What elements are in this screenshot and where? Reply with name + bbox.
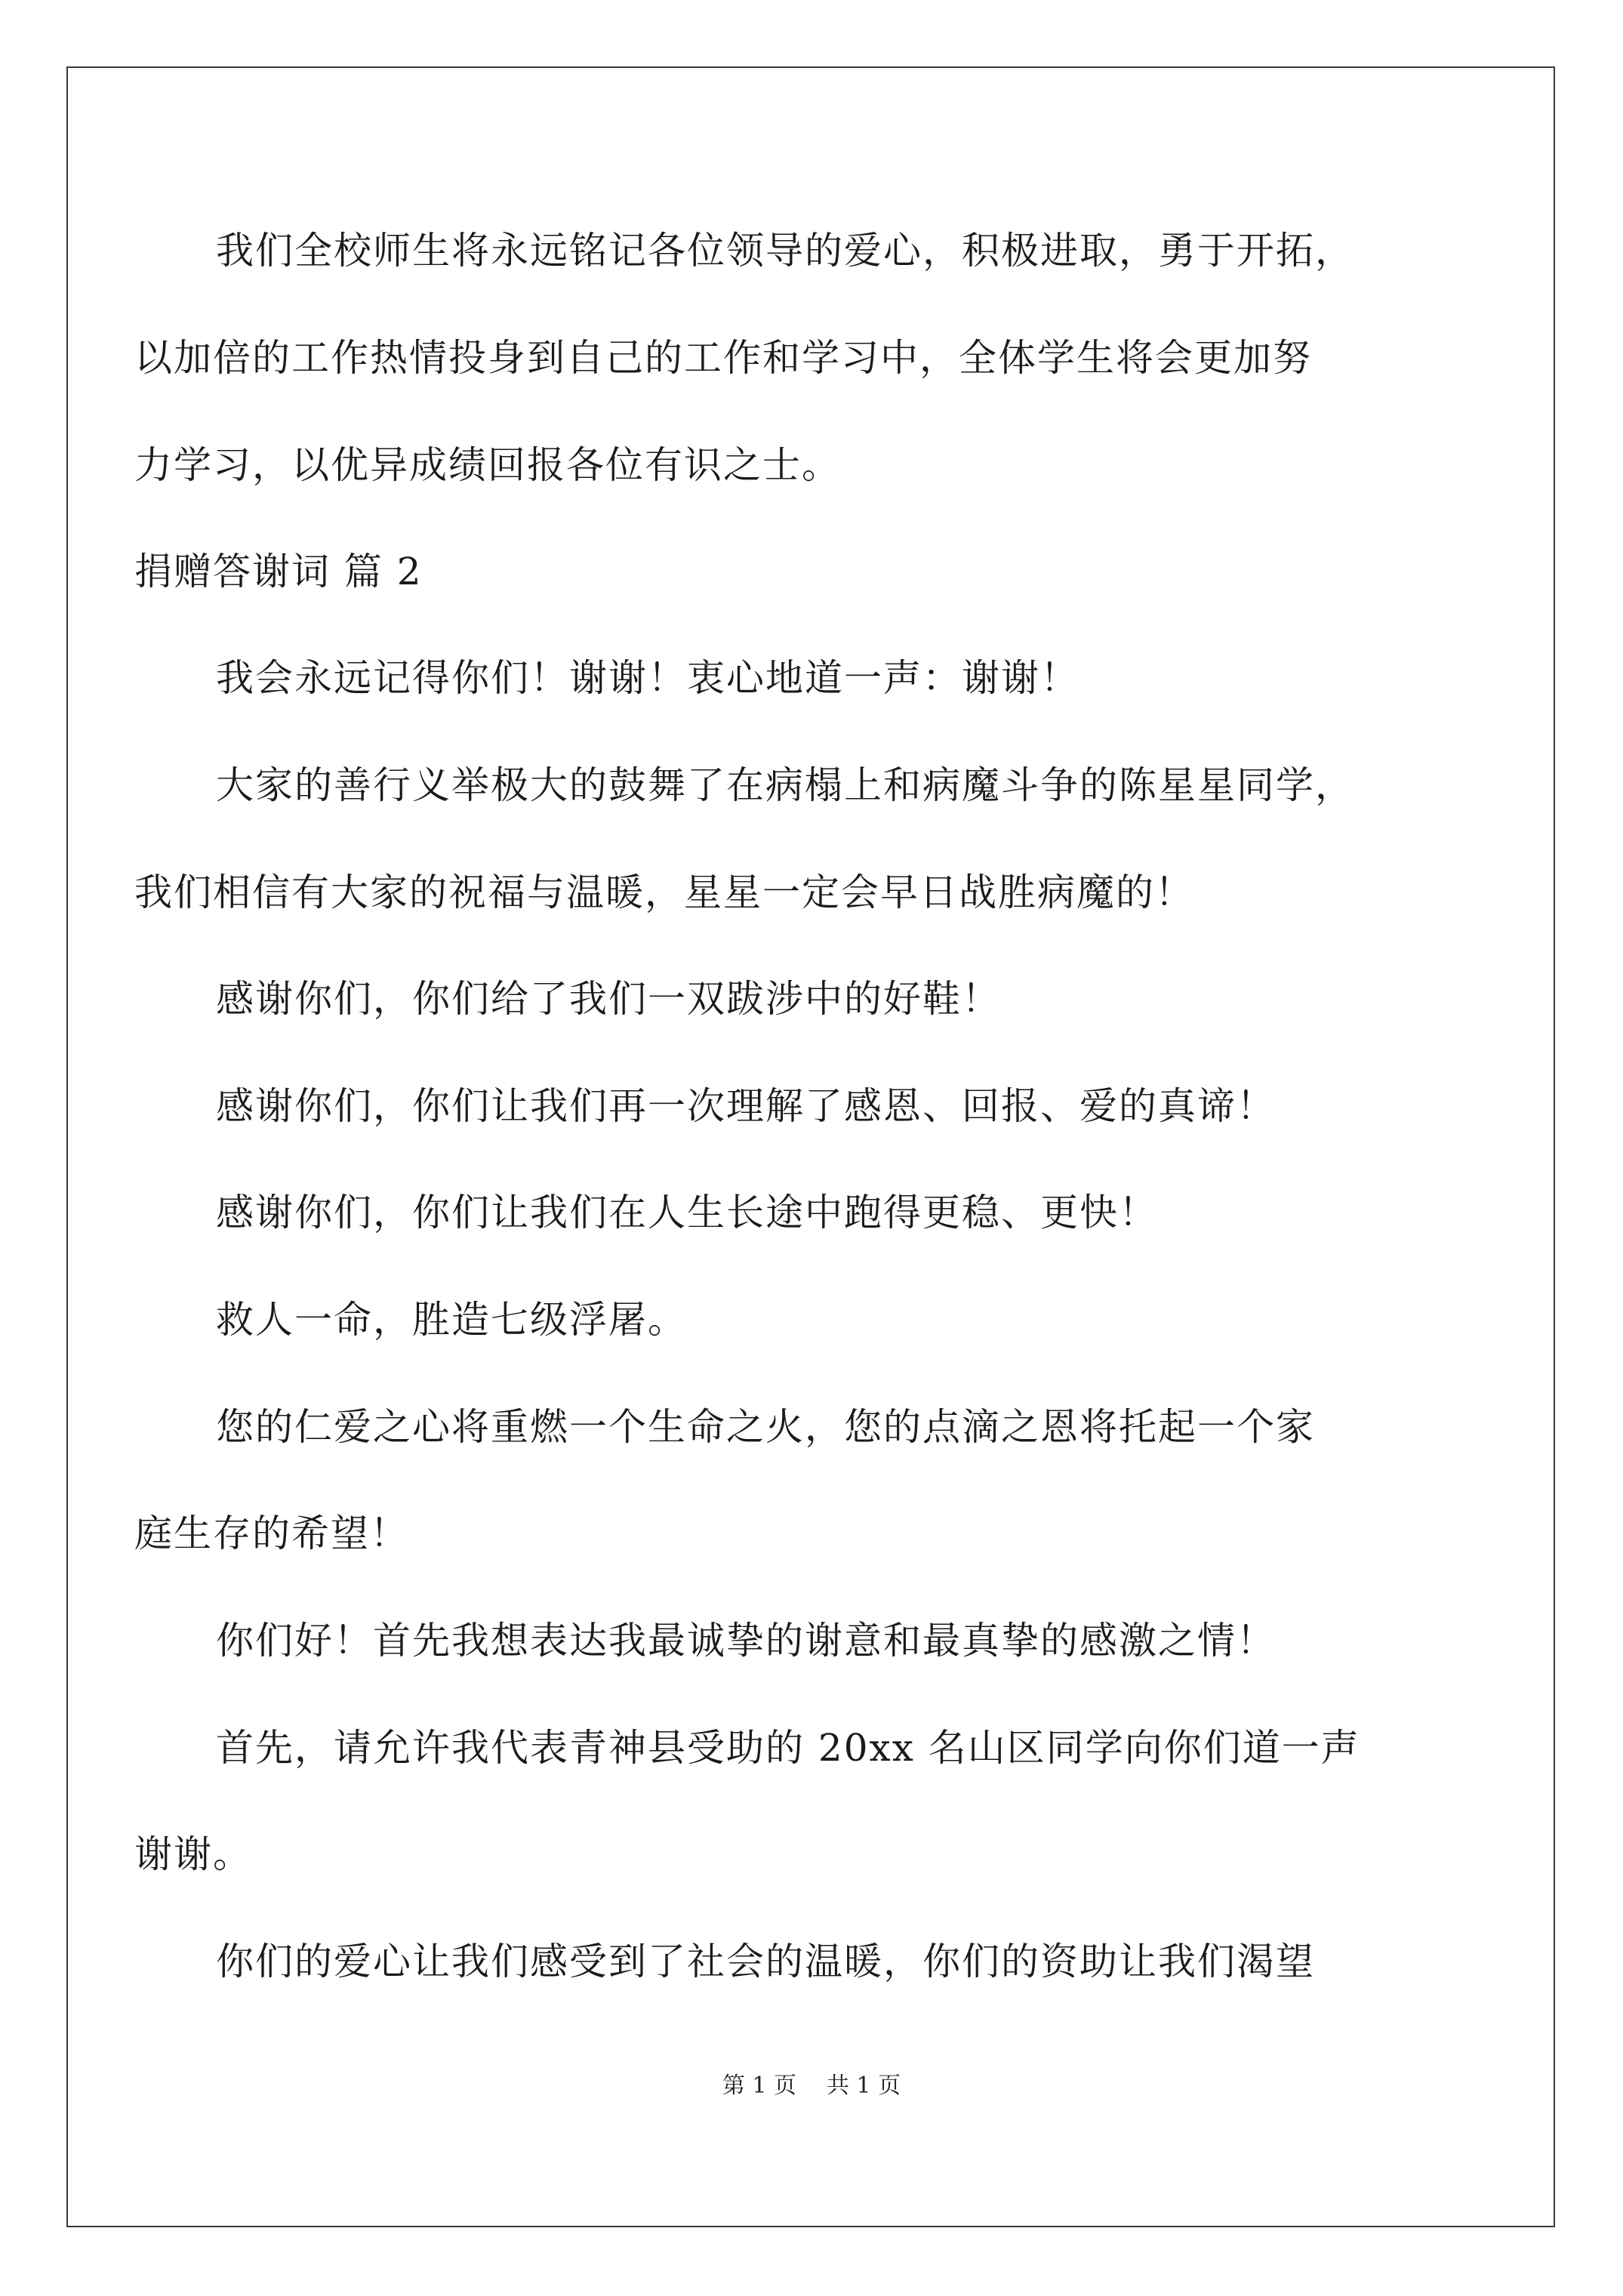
page-footer (0, 2071, 1623, 2101)
paragraph-line: 我们相信有大家的祝福与温暖，星星一定会早日战胜病魔的！ (134, 871, 1194, 914)
paragraph-line: 谢谢。 (134, 1832, 252, 1876)
paragraph-line: 首先，请允许我代表青神县受助的 20xx 名山区同学向你们道一声 (216, 1726, 1360, 1770)
paragraph-line: 救人一命，胜造七级浮屠。 (216, 1298, 687, 1342)
section-heading: 捐赠答谢词 篇 2 (134, 550, 423, 593)
paragraph-line: 我会永远记得你们！谢谢！衷心地道一声：谢谢！ (216, 656, 1079, 700)
paragraph-line: 大家的善行义举极大的鼓舞了在病榻上和病魔斗争的陈星星同学， (216, 763, 1354, 807)
paragraph-line: 以加倍的工作热情投身到自己的工作和学习中，全体学生将会更加努 (134, 336, 1312, 380)
paragraph-line: 你们好！首先我想表达我最诚挚的谢意和最真挚的感激之情！ (216, 1619, 1276, 1663)
paragraph-line: 我们全校师生将永远铭记各位领导的爱心，积极进取，勇于开拓， (216, 229, 1354, 273)
paragraph-line: 感谢你们，你们让我们在人生长途中跑得更稳、更快！ (216, 1191, 1158, 1234)
paragraph-line: 你们的爱心让我们感受到了社会的温暖，你们的资助让我们渴望 (216, 1940, 1315, 1983)
paragraph-line: 庭生存的希望！ (134, 1512, 409, 1555)
page-total: 共 1 页 (827, 2073, 901, 2099)
paragraph-line: 感谢你们，你们给了我们一双跋涉中的好鞋！ (216, 977, 1001, 1021)
page-number: 第 1 页 (722, 2073, 796, 2099)
paragraph-line: 感谢你们，你们让我们再一次理解了感恩、回报、爱的真谛！ (216, 1084, 1276, 1128)
paragraph-line: 力学习，以优异成绩回报各位有识之士。 (134, 443, 841, 487)
paragraph-line: 您的仁爱之心将重燃一个生命之火，您的点滴之恩将托起一个家 (216, 1405, 1315, 1449)
